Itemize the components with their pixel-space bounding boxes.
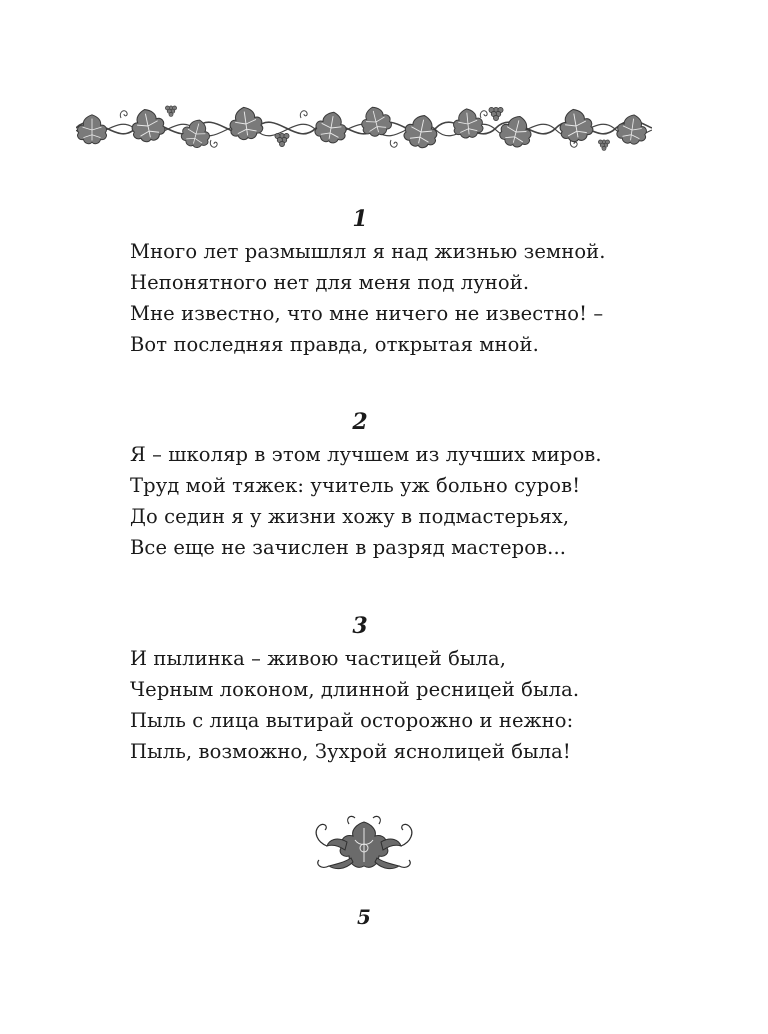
poem-line: Труд мой тяжек: учитель уж больно суров! [130, 474, 581, 497]
poem-line: Много лет размышлял я над жизнью земной. [130, 240, 606, 263]
poem-lines [130, 236, 650, 360]
poem-line: Вот последняя правда, открытая мной. [130, 333, 539, 356]
poem-lines [130, 439, 650, 563]
poem-number: 2 [352, 409, 368, 435]
poem-line: Все еще не зачислен в разряд мастеров... [130, 536, 567, 559]
poem-line: Черным локоном, длинной ресницей была. [130, 678, 580, 701]
poem-line: Я – школяр в этом лучшем из лучших миров. [130, 443, 602, 466]
poem-number: 3 [352, 613, 368, 639]
floral-vignette-icon [309, 812, 419, 878]
poem-line: И пылинка – живою частицей была, [130, 647, 507, 670]
poem-line: Пыль с лица вытирай осторожно и нежно: [130, 709, 574, 732]
poem-line: Мне известно, что мне ничего не известно! – [130, 302, 604, 325]
grapevine-border-icon [76, 98, 652, 156]
poem-line: Непонятного нет для меня под луной. [130, 271, 530, 294]
page-number: 5 [357, 905, 371, 929]
poem-2 [130, 409, 650, 563]
poem-3 [130, 613, 650, 767]
poem-number: 1 [352, 206, 368, 232]
poem-line: До седин я у жизни хожу в подмастерьях, [130, 505, 570, 528]
poem-1 [130, 206, 650, 360]
poem-line: Пыль, возможно, Зухрой яснолицей была! [130, 740, 571, 763]
poem-lines [130, 643, 650, 767]
